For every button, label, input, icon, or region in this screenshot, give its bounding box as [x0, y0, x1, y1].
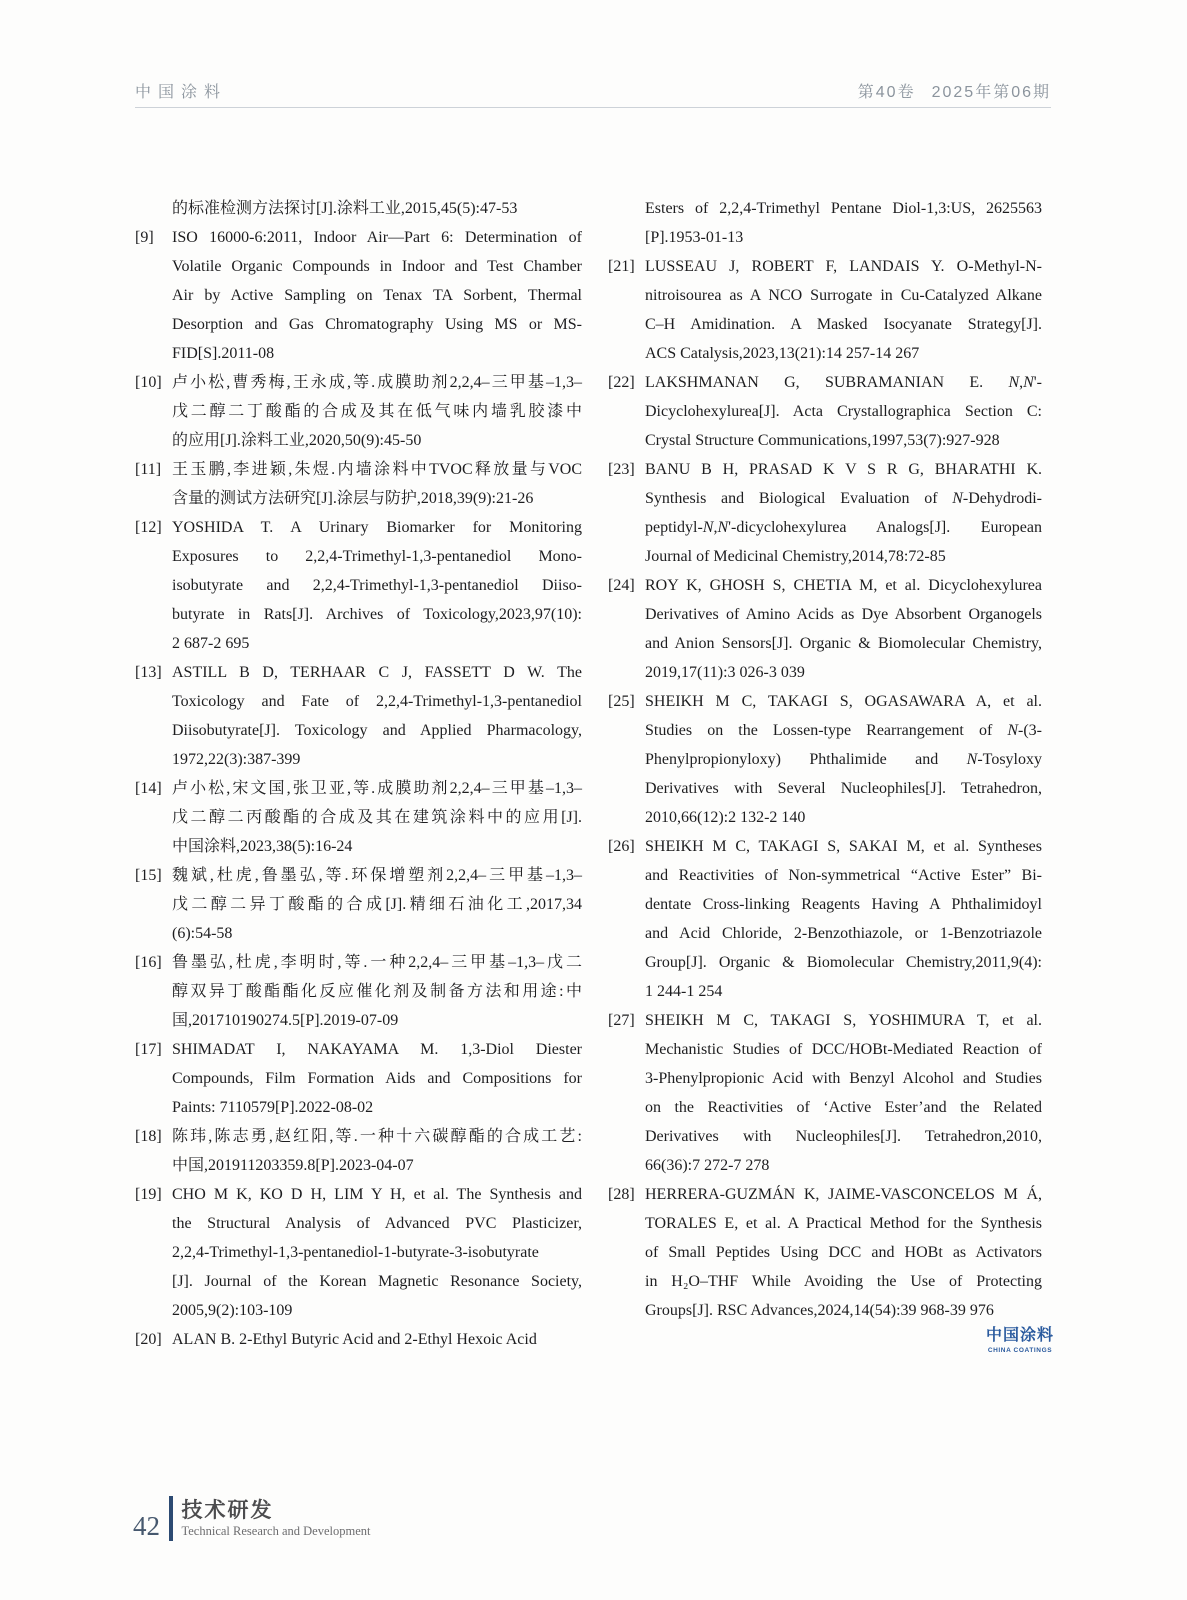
reference-line: and Reactivities of Non-symmetrical “Active Ester” Bi- — [645, 867, 1042, 884]
page-footer — [133, 1496, 370, 1541]
reference-line: 魏斌,杜虎,鲁墨弘,等.环保增塑剂2,2,4–三甲基–1,3– — [172, 867, 582, 884]
reference-number: [22] — [608, 374, 635, 391]
reference-item — [135, 948, 582, 1035]
reference-item — [135, 774, 582, 861]
reference-line: 醇双异丁酸酯酯化反应催化剂及制备方法和用途:中 — [172, 983, 582, 1000]
reference-item — [135, 368, 582, 455]
reference-line: SHEIKH M C, TAKAGI S, OGASAWARA A, et al. — [645, 693, 1042, 710]
section-title-en: Technical Research and Development — [181, 1523, 371, 1538]
reference-number: [9] — [135, 229, 154, 246]
reference-line: 王玉鹏,李进颖,朱煜.内墙涂料中TVOC释放量与VOC — [172, 461, 582, 478]
reference-line: 2019,17(11):3 026-3 039 — [645, 664, 805, 681]
reference-line: BANU B H, PRASAD K V S R G, BHARATHI K. — [645, 461, 1042, 478]
reference-line: 国,201710190274.5[P].2019-07-09 — [172, 1012, 399, 1029]
reference-line: Dicyclohexylurea[J]. Acta Crystallographica Section C: — [645, 403, 1042, 420]
page-header — [135, 74, 1051, 108]
reference-line: Studies on the Lossen-type Rearrangement of N-(3- — [645, 722, 1042, 739]
reference-number: [28] — [608, 1186, 635, 1203]
reference-number: [21] — [608, 258, 635, 275]
reference-number: [13] — [135, 664, 162, 681]
reference-number: [25] — [608, 693, 635, 710]
reference-line: in H₂O–THF While Avoiding the Use of Protecting — [645, 1273, 1042, 1290]
reference-item — [608, 1006, 1042, 1180]
reference-line: Groups[J]. RSC Advances,2024,14(54):39 968-39 976 — [645, 1302, 994, 1319]
reference-line: Journal of Medicinal Chemistry,2014,78:72-85 — [645, 548, 946, 565]
volume-label: 第40卷 — [857, 84, 916, 101]
reference-line: 戊二醇二丁酸酯的合成及其在低气味内墙乳胶漆中 — [172, 403, 582, 420]
reference-line: Esters of 2,2,4-Trimethyl Pentane Diol-1,3:US, 2625563 — [645, 200, 1042, 217]
reference-line: LUSSEAU J, ROBERT F, LANDAIS Y. O-Methyl-N- — [645, 258, 1042, 275]
reference-line: and Anion Sensors[J]. Organic & Biomolecular Chemistry, — [645, 635, 1042, 652]
reference-line: Paints: 7110579[P].2022-08-02 — [172, 1099, 374, 1116]
footer-section — [182, 1498, 371, 1540]
reference-item — [135, 861, 582, 948]
reference-number: [16] — [135, 954, 162, 971]
reference-line: Derivatives with Nucleophiles[J]. Tetrahedron,2010, — [645, 1128, 1042, 1145]
reference-line: 1972,22(3):387-399 — [172, 751, 301, 768]
reference-line: 2010,66(12):2 132-2 140 — [645, 809, 806, 826]
reference-item — [608, 1180, 1042, 1325]
reference-line: C–H Amidination. A Masked Isocyanate Strategy[J]. — [645, 316, 1042, 333]
reference-line: Compounds, Film Formation Aids and Compositions for — [172, 1070, 582, 1087]
reference-item — [135, 455, 582, 513]
reference-line: ISO 16000-6:2011, Indoor Air—Part 6: Determination of — [172, 229, 582, 246]
reference-line: 戊二醇二丙酸酯的合成及其在建筑涂料中的应用[J]. — [172, 809, 582, 826]
reference-line: (6):54-58 — [172, 925, 233, 942]
reference-number: [15] — [135, 867, 162, 884]
reference-line: TORALES E, et al. A Practical Method for the Synthesis — [645, 1215, 1042, 1232]
reference-line: 2 687-2 695 — [172, 635, 250, 652]
reference-line: 的应用[J].涂料工业,2020,50(9):45-50 — [172, 432, 422, 449]
reference-number: [12] — [135, 519, 162, 536]
reference-line: Crystal Structure Communications,1997,53(7):927-928 — [645, 432, 1000, 449]
reference-line: Derivatives of Amino Acids as Dye Absorbent Organogels — [645, 606, 1042, 623]
reference-line: [P].1953-01-13 — [645, 229, 744, 246]
reference-line: FID[S].2011-08 — [172, 345, 275, 362]
logo-en-text: CHINA COATINGS — [987, 1347, 1053, 1354]
reference-line: ACS Catalysis,2023,13(21):14 257-14 267 — [645, 345, 920, 362]
reference-line: dentate Cross-linking Reagents Having A Phthalimidoyl — [645, 896, 1042, 913]
reference-line: SHEIKH M C, TAKAGI S, SAKAI M, et al. Syntheses — [645, 838, 1042, 855]
reference-line: 卢小松,曹秀梅,王永成,等.成膜助剂2,2,4–三甲基–1,3– — [172, 374, 582, 391]
reference-line: Synthesis and Biological Evaluation of N-Dehydrodi- — [645, 490, 1042, 507]
reference-line: 中国涂料,2023,38(5):16-24 — [172, 838, 353, 855]
reference-line: of Small Peptides Using DCC and HOBt as Activators — [645, 1244, 1042, 1261]
reference-item — [135, 658, 582, 774]
reference-line: Mechanistic Studies of DCC/HOBt-Mediated Reaction of — [645, 1041, 1042, 1058]
reference-line: 卢小松,宋文国,张卫亚,等.成膜助剂2,2,4–三甲基–1,3– — [172, 780, 582, 797]
reference-number: [23] — [608, 461, 635, 478]
reference-item — [135, 1035, 582, 1122]
reference-line: Diisobutyrate[J]. Toxicology and Applied Pharmacology, — [172, 722, 582, 739]
reference-line: Derivatives with Several Nucleophiles[J]. Tetrahedron, — [645, 780, 1042, 797]
reference-line: SHEIKH M C, TAKAGI S, YOSHIMURA T, et al. — [645, 1012, 1042, 1029]
reference-number: [27] — [608, 1012, 635, 1029]
reference-item — [135, 1180, 582, 1325]
reference-line: ALAN B. 2-Ethyl Butyric Acid and 2-Ethyl Hexoic Acid — [172, 1331, 537, 1348]
reference-number: [26] — [608, 838, 635, 855]
reference-line: nitroisourea as A NCO Surrogate in Cu-Catalyzed Alkane — [645, 287, 1042, 304]
reference-line: 3-Phenylpropionic Acid with Benzyl Alcohol and Studies — [645, 1070, 1042, 1087]
reference-number: [14] — [135, 780, 162, 797]
reference-line: ASTILL B D, TERHAAR C J, FASSETT D W. The — [172, 664, 582, 681]
reference-line: 鲁墨弘,杜虎,李明时,等.一种2,2,4–三甲基–1,3–戊二 — [172, 954, 582, 971]
reference-line: [J]. Journal of the Korean Magnetic Resonance Society, — [172, 1273, 582, 1290]
reference-line: 2005,9(2):103-109 — [172, 1302, 293, 1319]
reference-line: butyrate in Rats[J]. Archives of Toxicology,2023,97(10): — [172, 606, 582, 623]
issue-info — [858, 79, 1051, 102]
section-title-cn: 技术研发 — [181, 1498, 274, 1522]
reference-line: LAKSHMANAN G, SUBRAMANIAN E. N,N'- — [645, 374, 1042, 391]
reference-number: [24] — [608, 577, 635, 594]
reference-line: 的标准检测方法探讨[J].涂料工业,2015,45(5):47-53 — [172, 200, 518, 217]
reference-line: peptidyl-N,N'-dicyclohexylurea Analogs[J]. European — [645, 519, 1042, 536]
reference-line: Exposures to 2,2,4-Trimethyl-1,3-pentanediol Mono- — [172, 548, 582, 565]
reference-line: Desorption and Gas Chromatography Using MS or MS- — [172, 316, 582, 333]
reference-number: [11] — [135, 461, 162, 478]
reference-line: the Structural Analysis of Advanced PVC Plasticizer, — [172, 1215, 582, 1232]
reference-item — [135, 1325, 582, 1354]
reference-line: on the Reactivities of ‘Active Ester’and the Related — [645, 1099, 1042, 1116]
reference-item — [608, 832, 1042, 1006]
page-number: 42 — [133, 1511, 160, 1541]
reference-item — [608, 368, 1042, 455]
reference-line: 2,2,4-Trimethyl-1,3-pentanediol-1-butyrate-3-isobutyrate — [172, 1244, 539, 1261]
journal-name: 中国涂料 — [135, 84, 228, 101]
reference-line: 66(36):7 272-7 278 — [645, 1157, 770, 1174]
reference-item — [608, 252, 1042, 368]
reference-item — [608, 194, 1042, 252]
reference-line: Volatile Organic Compounds in Indoor and Test Chamber — [172, 258, 582, 275]
reference-line: SHIMADAT I, NAKAYAMA M. 1,3-Diol Diester — [172, 1041, 582, 1058]
reference-line: Group[J]. Organic & Biomolecular Chemistry,2011,9(4): — [645, 954, 1042, 971]
reference-item — [135, 194, 582, 223]
reference-line: and Acid Chloride, 2-Benzothiazole, or 1-Benzotriazole — [645, 925, 1042, 942]
reference-line: CHO M K, KO D H, LIM Y H, et al. The Synthesis and — [172, 1186, 582, 1203]
reference-line: Air by Active Sampling on Tenax TA Sorbent, Thermal — [172, 287, 582, 304]
footer-divider — [169, 1496, 173, 1541]
reference-line: 戊二醇二异丁酸酯的合成[J].精细石油化工,2017,34 — [172, 896, 582, 913]
reference-line: 中国,201911203359.8[P].2023-04-07 — [172, 1157, 414, 1174]
reference-line: Toxicology and Fate of 2,2,4-Trimethyl-1,3-pentanediol — [172, 693, 582, 710]
reference-line: Phenylpropionyloxy) Phthalimide and N-Tosyloxy — [645, 751, 1042, 768]
reference-column-left — [135, 194, 582, 1354]
reference-item — [135, 513, 582, 658]
reference-line: 含量的测试方法研究[J].涂层与防护,2018,39(9):21-26 — [172, 490, 534, 507]
reference-line: YOSHIDA T. A Urinary Biomarker for Monitoring — [172, 519, 582, 536]
reference-item — [608, 455, 1042, 571]
reference-line: isobutyrate and 2,2,4-Trimethyl-1,3-pentanediol Diiso- — [172, 577, 582, 594]
reference-item — [135, 223, 582, 368]
reference-number: [10] — [135, 374, 162, 391]
reference-line: HERRERA-GUZMÁN K, JAIME-VASCONCELOS M Á, — [645, 1186, 1042, 1203]
reference-line: 1 244-1 254 — [645, 983, 723, 1000]
reference-item — [608, 687, 1042, 832]
china-coatings-logo — [985, 1322, 1055, 1354]
reference-number: [18] — [135, 1128, 162, 1145]
reference-line: ROY K, GHOSH S, CHETIA M, et al. Dicyclohexylurea — [645, 577, 1042, 594]
reference-item — [608, 571, 1042, 687]
logo-cn-text: 中国涂料 — [985, 1327, 1054, 1344]
reference-line: 陈玮,陈志勇,赵红阳,等.一种十六碳醇酯的合成工艺: — [172, 1128, 582, 1145]
issue-label: 2025年第06期 — [931, 84, 1051, 101]
reference-column-right — [608, 194, 1042, 1325]
reference-item — [135, 1122, 582, 1180]
reference-number: [20] — [135, 1331, 162, 1348]
reference-number: [17] — [135, 1041, 162, 1058]
reference-number: [19] — [135, 1186, 162, 1203]
